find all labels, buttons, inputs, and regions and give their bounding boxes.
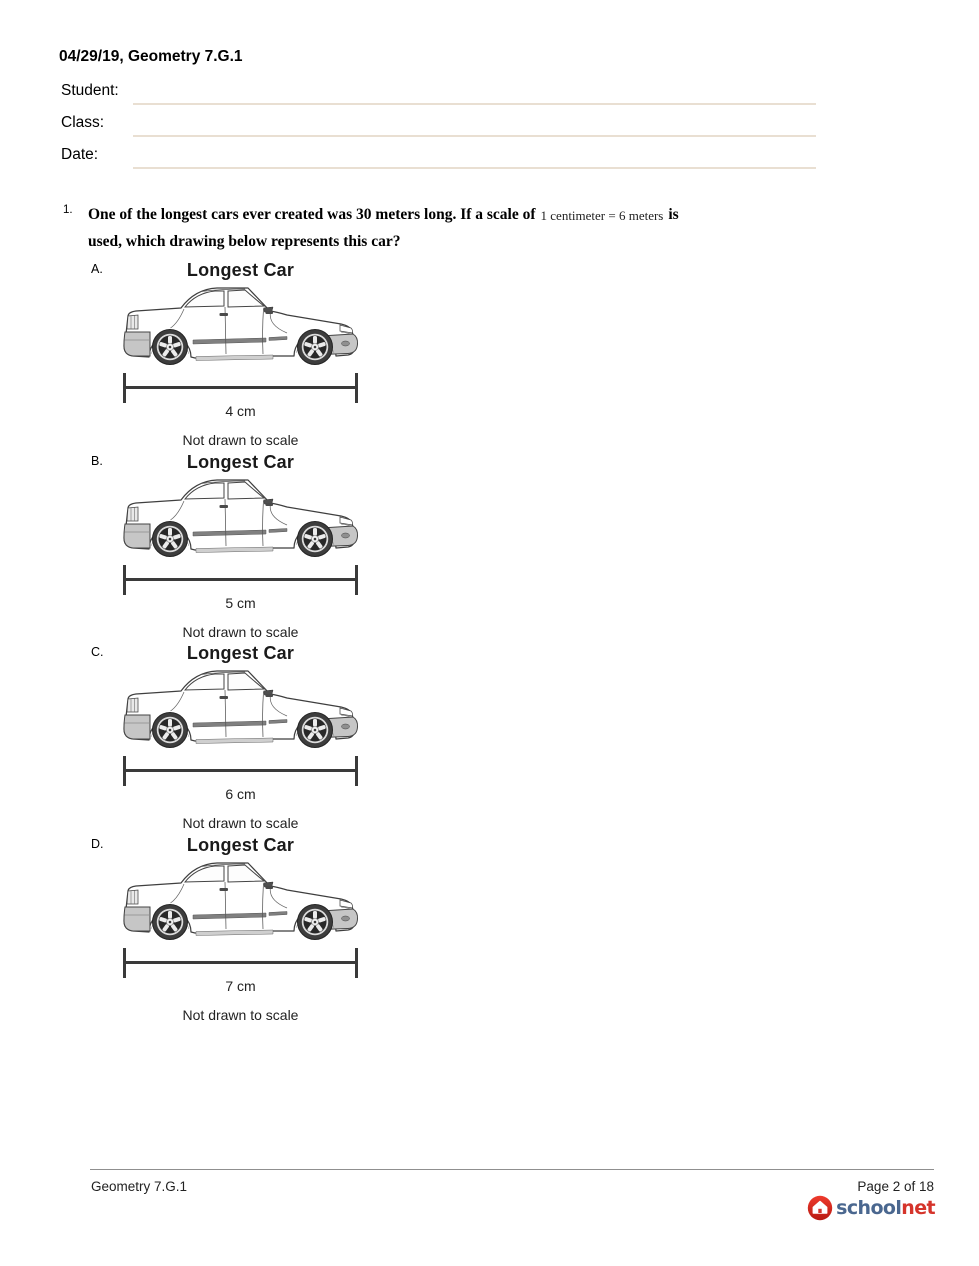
student-row: [61, 80, 816, 112]
car-illustration: [122, 858, 359, 948]
option-b-figure: [122, 448, 359, 640]
option-a-figure: [122, 256, 359, 448]
measurement-bar: [123, 756, 358, 786]
measurement-bar: [123, 948, 358, 978]
figure-title: Longest Car: [186, 835, 295, 855]
schoolnet-logo: [807, 1195, 935, 1221]
class-row: [61, 112, 816, 144]
date-label: Date:: [61, 146, 99, 163]
option-d-letter: D.: [91, 837, 104, 851]
option-d-figure: [122, 831, 359, 1023]
question-text-line2: used, which drawing below represents this car?: [88, 233, 401, 250]
question-text-end: is: [668, 206, 679, 223]
date-row: [61, 144, 816, 176]
car-illustration: [122, 475, 359, 565]
measurement-value: 4 cm: [225, 403, 256, 419]
scale-note: Not drawn to scale: [182, 432, 299, 448]
logo-school-text: school: [836, 1197, 902, 1219]
schoolnet-wordmark: [836, 1197, 935, 1219]
car-illustration: [122, 283, 359, 373]
measurement-bar: [123, 565, 358, 595]
class-blank-line: [133, 135, 816, 137]
figure-title: Longest Car: [186, 260, 295, 280]
document-title: 04/29/19, Geometry 7.G.1: [59, 48, 243, 65]
option-b-letter: B.: [91, 454, 103, 468]
option-c-figure: [122, 639, 359, 831]
figure-title: Longest Car: [186, 643, 295, 663]
date-blank-line: [133, 167, 816, 169]
question-text: [88, 201, 833, 255]
answer-option-d: [91, 831, 391, 1023]
footer-doc-label: Geometry 7.G.1: [91, 1179, 188, 1194]
option-c-letter: C.: [91, 645, 104, 659]
scale-note: Not drawn to scale: [182, 815, 299, 831]
question-text-start: One of the longest cars ever created was 30 meters long. If a scale of: [88, 206, 536, 223]
question-number: 1.: [63, 204, 73, 216]
measurement-bar: [123, 373, 358, 403]
option-a-letter: A.: [91, 262, 103, 276]
scale-note: Not drawn to scale: [182, 624, 299, 640]
student-blank-line: [133, 103, 816, 105]
measurement-value: 6 cm: [225, 786, 256, 802]
scale-expression: 1 centimeter = 6 meters: [540, 208, 664, 223]
schoolnet-house-icon: [807, 1195, 833, 1221]
scale-note: Not drawn to scale: [182, 1007, 299, 1023]
class-label: Class:: [61, 114, 105, 131]
figure-title: Longest Car: [186, 452, 295, 472]
measurement-value: 7 cm: [225, 978, 256, 994]
answer-option-b: [91, 448, 391, 640]
logo-net-text: net: [901, 1197, 935, 1219]
answer-option-c: [91, 639, 391, 831]
footer-page-number: Page 2 of 18: [857, 1179, 934, 1194]
student-label: Student:: [61, 82, 119, 99]
measurement-value: 5 cm: [225, 595, 256, 611]
footer-divider: [90, 1169, 934, 1170]
answer-option-a: [91, 256, 391, 448]
question-1: [63, 201, 833, 255]
car-illustration: [122, 666, 359, 756]
student-info-section: [61, 80, 816, 176]
